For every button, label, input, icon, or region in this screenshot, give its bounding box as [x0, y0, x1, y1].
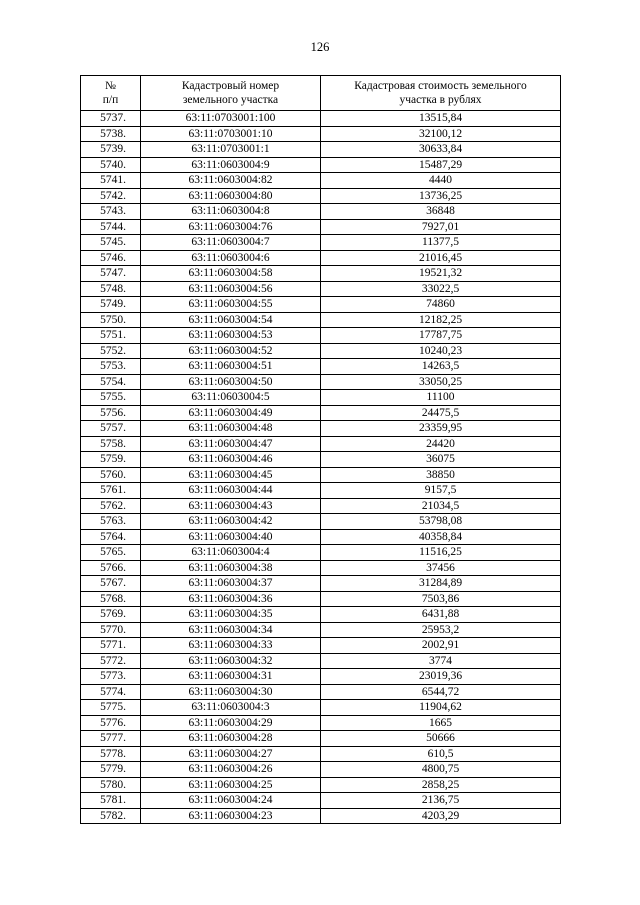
row-number-cell: 5741. [81, 173, 141, 189]
table-row [81, 669, 561, 685]
table-row [81, 250, 561, 266]
cadastral-number-cell: 63:11:0603004:24 [141, 793, 321, 809]
row-number-cell: 5751. [81, 328, 141, 344]
header-row-number [81, 76, 141, 111]
cadastral-value-cell: 11377,5 [321, 235, 561, 251]
row-number-cell: 5769. [81, 607, 141, 623]
cadastral-number-cell: 63:11:0603004:27 [141, 746, 321, 762]
table-row [81, 297, 561, 313]
header-cadastral-number-line1: Кадастровый номер [181, 80, 280, 92]
cadastral-value-cell: 2136,75 [321, 793, 561, 809]
cadastral-value-cell: 19521,32 [321, 266, 561, 282]
table-row [81, 483, 561, 499]
row-number-cell: 5745. [81, 235, 141, 251]
table-row [81, 529, 561, 545]
table-row [81, 235, 561, 251]
cadastral-number-cell: 63:11:0603004:3 [141, 700, 321, 716]
table-row [81, 436, 561, 452]
row-number-cell: 5759. [81, 452, 141, 468]
cadastral-number-cell: 63:11:0703001:10 [141, 126, 321, 142]
cadastral-number-cell: 63:11:0603004:82 [141, 173, 321, 189]
cadastral-value-cell: 1665 [321, 715, 561, 731]
table-row [81, 219, 561, 235]
row-number-cell: 5754. [81, 374, 141, 390]
cadastral-value-cell: 4800,75 [321, 762, 561, 778]
cadastral-number-cell: 63:11:0603004:40 [141, 529, 321, 545]
cadastral-number-cell: 63:11:0603004:45 [141, 467, 321, 483]
row-number-cell: 5767. [81, 576, 141, 592]
header-row-number-line2: п/п [102, 94, 119, 106]
table-row [81, 746, 561, 762]
cadastral-value-cell: 13515,84 [321, 111, 561, 127]
row-number-cell: 5756. [81, 405, 141, 421]
cadastral-value-table [80, 75, 561, 824]
table-row [81, 188, 561, 204]
cadastral-value-cell: 11100 [321, 390, 561, 406]
table-row [81, 793, 561, 809]
header-row-number-line1: № [105, 80, 116, 92]
row-number-cell: 5781. [81, 793, 141, 809]
cadastral-number-cell: 63:11:0603004:26 [141, 762, 321, 778]
cadastral-number-cell: 63:11:0603004:43 [141, 498, 321, 514]
row-number-cell: 5760. [81, 467, 141, 483]
cadastral-number-cell: 63:11:0603004:76 [141, 219, 321, 235]
table-row [81, 622, 561, 638]
table-row [81, 700, 561, 716]
cadastral-number-cell: 63:11:0603004:25 [141, 777, 321, 793]
table-row [81, 266, 561, 282]
row-number-cell: 5777. [81, 731, 141, 747]
header-cadastral-value-line2: участка в рублях [399, 94, 482, 106]
table-header [81, 76, 561, 111]
cadastral-number-cell: 63:11:0603004:58 [141, 266, 321, 282]
cadastral-value-cell: 6544,72 [321, 684, 561, 700]
cadastral-value-cell: 24475,5 [321, 405, 561, 421]
row-number-cell: 5771. [81, 638, 141, 654]
cadastral-number-cell: 63:11:0603004:48 [141, 421, 321, 437]
cadastral-number-cell: 63:11:0603004:80 [141, 188, 321, 204]
table-row [81, 498, 561, 514]
row-number-cell: 5765. [81, 545, 141, 561]
table-row [81, 808, 561, 824]
cadastral-value-cell: 21016,45 [321, 250, 561, 266]
cadastral-value-cell: 40358,84 [321, 529, 561, 545]
cadastral-value-cell: 17787,75 [321, 328, 561, 344]
cadastral-number-cell: 63:11:0603004:53 [141, 328, 321, 344]
row-number-cell: 5744. [81, 219, 141, 235]
cadastral-value-cell: 33022,5 [321, 281, 561, 297]
cadastral-number-cell: 63:11:0603004:4 [141, 545, 321, 561]
cadastral-value-cell: 11904,62 [321, 700, 561, 716]
row-number-cell: 5747. [81, 266, 141, 282]
cadastral-number-cell: 63:11:0603004:23 [141, 808, 321, 824]
cadastral-value-cell: 31284,89 [321, 576, 561, 592]
cadastral-value-cell: 38850 [321, 467, 561, 483]
row-number-cell: 5782. [81, 808, 141, 824]
cadastral-number-cell: 63:11:0603004:36 [141, 591, 321, 607]
cadastral-number-cell: 63:11:0603004:28 [141, 731, 321, 747]
cadastral-number-cell: 63:11:0603004:34 [141, 622, 321, 638]
cadastral-value-cell: 53798,08 [321, 514, 561, 530]
cadastral-value-cell: 33050,25 [321, 374, 561, 390]
row-number-cell: 5752. [81, 343, 141, 359]
cadastral-value-cell: 37456 [321, 560, 561, 576]
cadastral-number-cell: 63:11:0603004:50 [141, 374, 321, 390]
row-number-cell: 5763. [81, 514, 141, 530]
row-number-cell: 5737. [81, 111, 141, 127]
table-row [81, 576, 561, 592]
cadastral-value-cell: 610,5 [321, 746, 561, 762]
cadastral-number-cell: 63:11:0603004:51 [141, 359, 321, 375]
cadastral-value-cell: 23359,95 [321, 421, 561, 437]
cadastral-value-cell: 13736,25 [321, 188, 561, 204]
row-number-cell: 5746. [81, 250, 141, 266]
cadastral-number-cell: 63:11:0603004:38 [141, 560, 321, 576]
table-row [81, 638, 561, 654]
row-number-cell: 5750. [81, 312, 141, 328]
cadastral-number-cell: 63:11:0703001:1 [141, 142, 321, 158]
row-number-cell: 5780. [81, 777, 141, 793]
cadastral-value-cell: 30633,84 [321, 142, 561, 158]
table-row [81, 452, 561, 468]
row-number-cell: 5775. [81, 700, 141, 716]
table-row [81, 467, 561, 483]
row-number-cell: 5779. [81, 762, 141, 778]
header-row [81, 76, 561, 111]
row-number-cell: 5770. [81, 622, 141, 638]
row-number-cell: 5740. [81, 157, 141, 173]
table-row [81, 173, 561, 189]
row-number-cell: 5761. [81, 483, 141, 499]
cadastral-value-cell: 2002,91 [321, 638, 561, 654]
cadastral-number-cell: 63:11:0603004:30 [141, 684, 321, 700]
table-row [81, 653, 561, 669]
row-number-cell: 5749. [81, 297, 141, 313]
row-number-cell: 5739. [81, 142, 141, 158]
table-row [81, 514, 561, 530]
table-row [81, 390, 561, 406]
cadastral-value-cell: 10240,23 [321, 343, 561, 359]
table-row [81, 157, 561, 173]
cadastral-number-cell: 63:11:0603004:42 [141, 514, 321, 530]
row-number-cell: 5768. [81, 591, 141, 607]
cadastral-value-cell: 36848 [321, 204, 561, 220]
cadastral-number-cell: 63:11:0603004:44 [141, 483, 321, 499]
cadastral-number-cell: 63:11:0603004:5 [141, 390, 321, 406]
cadastral-number-cell: 63:11:0603004:49 [141, 405, 321, 421]
header-cadastral-value [321, 76, 561, 111]
cadastral-value-cell: 25953,2 [321, 622, 561, 638]
table-row [81, 281, 561, 297]
table-row [81, 312, 561, 328]
table-body [81, 111, 561, 824]
row-number-cell: 5776. [81, 715, 141, 731]
table-row [81, 328, 561, 344]
cadastral-value-cell: 7927,01 [321, 219, 561, 235]
cadastral-number-cell: 63:11:0603004:54 [141, 312, 321, 328]
cadastral-value-cell: 11516,25 [321, 545, 561, 561]
table-row [81, 126, 561, 142]
table-row [81, 405, 561, 421]
cadastral-value-cell: 4203,29 [321, 808, 561, 824]
row-number-cell: 5743. [81, 204, 141, 220]
cadastral-value-cell: 14263,5 [321, 359, 561, 375]
cadastral-number-cell: 63:11:0603004:7 [141, 235, 321, 251]
table-row [81, 111, 561, 127]
cadastral-number-cell: 63:11:0603004:46 [141, 452, 321, 468]
cadastral-value-cell: 15487,29 [321, 157, 561, 173]
row-number-cell: 5774. [81, 684, 141, 700]
table-row [81, 762, 561, 778]
table-row [81, 204, 561, 220]
table-row [81, 607, 561, 623]
cadastral-number-cell: 63:11:0603004:37 [141, 576, 321, 592]
table-row [81, 777, 561, 793]
row-number-cell: 5764. [81, 529, 141, 545]
table-row [81, 715, 561, 731]
cadastral-number-cell: 63:11:0603004:9 [141, 157, 321, 173]
row-number-cell: 5772. [81, 653, 141, 669]
row-number-cell: 5738. [81, 126, 141, 142]
row-number-cell: 5748. [81, 281, 141, 297]
header-cadastral-number [141, 76, 321, 111]
cadastral-number-cell: 63:11:0603004:55 [141, 297, 321, 313]
cadastral-value-cell: 7503,86 [321, 591, 561, 607]
cadastral-number-cell: 63:11:0603004:8 [141, 204, 321, 220]
cadastral-number-cell: 63:11:0603004:6 [141, 250, 321, 266]
header-cadastral-value-line1: Кадастровая стоимость земельного [354, 80, 527, 92]
cadastral-number-cell: 63:11:0603004:31 [141, 669, 321, 685]
cadastral-number-cell: 63:11:0603004:33 [141, 638, 321, 654]
row-number-cell: 5778. [81, 746, 141, 762]
row-number-cell: 5753. [81, 359, 141, 375]
cadastral-value-cell: 6431,88 [321, 607, 561, 623]
cadastral-number-cell: 63:11:0603004:35 [141, 607, 321, 623]
row-number-cell: 5742. [81, 188, 141, 204]
cadastral-value-cell: 2858,25 [321, 777, 561, 793]
table-row [81, 421, 561, 437]
row-number-cell: 5766. [81, 560, 141, 576]
table-row [81, 374, 561, 390]
page-number: 126 [310, 40, 330, 54]
cadastral-value-cell: 50666 [321, 731, 561, 747]
table-row [81, 142, 561, 158]
cadastral-value-cell: 74860 [321, 297, 561, 313]
cadastral-number-cell: 63:11:0603004:29 [141, 715, 321, 731]
table-row [81, 684, 561, 700]
table-row [81, 731, 561, 747]
cadastral-value-cell: 36075 [321, 452, 561, 468]
table-row [81, 343, 561, 359]
table-row [81, 359, 561, 375]
cadastral-number-cell: 63:11:0603004:47 [141, 436, 321, 452]
row-number-cell: 5757. [81, 421, 141, 437]
row-number-cell: 5755. [81, 390, 141, 406]
cadastral-number-cell: 63:11:0703001:100 [141, 111, 321, 127]
header-cadastral-number-line2: земельного участка [182, 94, 279, 106]
row-number-cell: 5773. [81, 669, 141, 685]
row-number-cell: 5758. [81, 436, 141, 452]
cadastral-value-cell: 9157,5 [321, 483, 561, 499]
cadastral-number-cell: 63:11:0603004:32 [141, 653, 321, 669]
cadastral-value-cell: 23019,36 [321, 669, 561, 685]
row-number-cell: 5762. [81, 498, 141, 514]
cadastral-value-cell: 21034,5 [321, 498, 561, 514]
cadastral-value-cell: 24420 [321, 436, 561, 452]
table-row [81, 591, 561, 607]
cadastral-value-cell: 3774 [321, 653, 561, 669]
cadastral-value-cell: 4440 [321, 173, 561, 189]
cadastral-number-cell: 63:11:0603004:52 [141, 343, 321, 359]
cadastral-value-cell: 32100,12 [321, 126, 561, 142]
cadastral-value-cell: 12182,25 [321, 312, 561, 328]
table-row [81, 560, 561, 576]
cadastral-number-cell: 63:11:0603004:56 [141, 281, 321, 297]
table-row [81, 545, 561, 561]
